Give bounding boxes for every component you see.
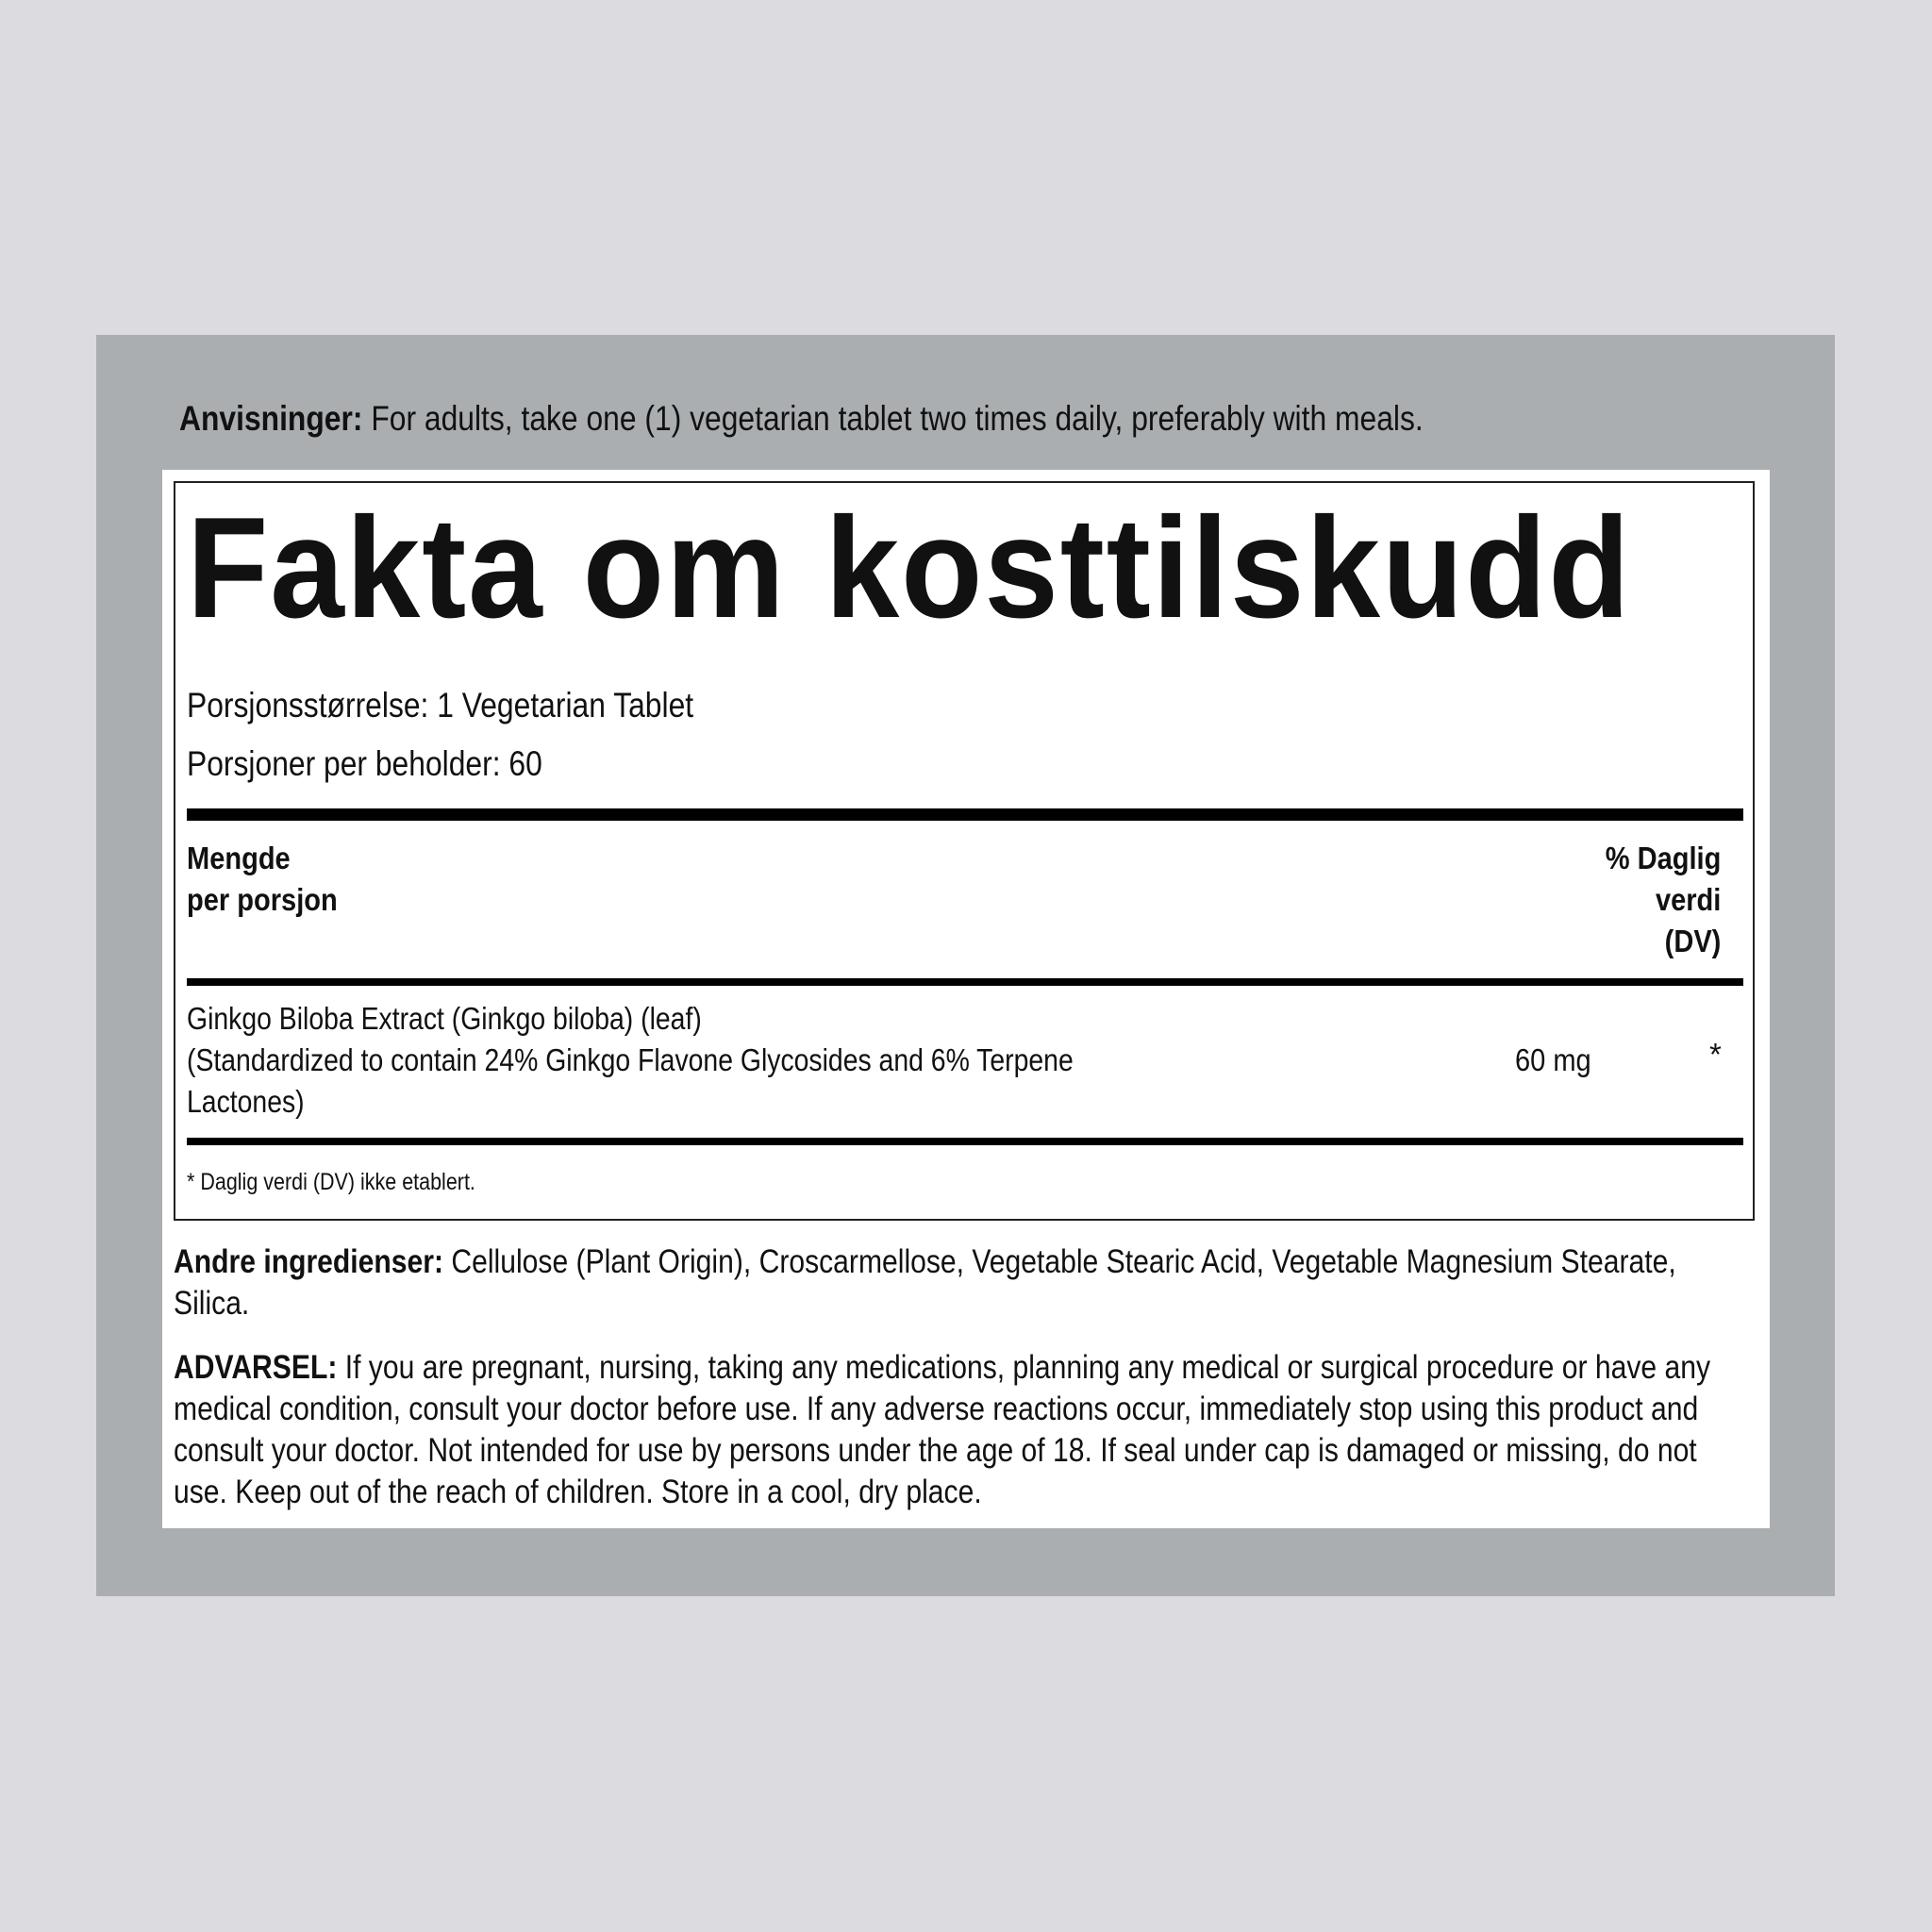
other-ingredients (174, 1241, 1740, 1324)
facts-title: Fakta om kosttilskudd (187, 488, 1632, 648)
header-right-line3: (DV) (1664, 924, 1721, 958)
header-divider (187, 978, 1743, 986)
directions-body: For adults, take one (1) vegetarian tablet two times daily, preferably with meals. (362, 399, 1424, 438)
warning-body: If you are pregnant, nursing, taking any medications, planning any medical or surgical procedure or have any medical condition, consult your doctor before use. If any adverse reactions occur, immediately stop using this product and consult your doctor. Not intended for use by persons under the age of 18. If seal under cap is damaged or missing, do not use. Keep out of the reach of children. Store in a cool, dry place. (174, 1349, 1711, 1510)
supplement-facts-box (174, 481, 1755, 1221)
ingredient-line3: Lactones) (187, 1084, 305, 1119)
ingredient-line2: (Standardized to contain 24% Ginkgo Flavone Glycosides and 6% Terpene (187, 1042, 1074, 1077)
directions-text (179, 397, 1558, 441)
dv-footnote: * Daglig verdi (DV) ikke etablert. (187, 1169, 475, 1195)
servings-per-container: Porsjoner per beholder: 60 (187, 744, 542, 783)
daily-value-header (1605, 838, 1721, 962)
ingredient-name (187, 998, 1079, 1123)
ingredient-amount: 60 mg (1515, 1042, 1591, 1077)
thick-divider (187, 808, 1743, 821)
label-card (162, 470, 1770, 1528)
warning-text (174, 1347, 1740, 1513)
header-left-line1: Mengde (187, 841, 291, 875)
amount-per-serving-header (187, 838, 338, 921)
ingredient-divider (187, 1138, 1743, 1145)
header-left-line2: per porsjon (187, 882, 338, 917)
directions-label: Anvisninger: (179, 399, 363, 438)
other-ingredients-body: Cellulose (Plant Origin), Croscarmellose, Vegetable Stearic Acid, Vegetable Magnesium Stearate, Silica. (174, 1243, 1676, 1322)
other-ingredients-label: Andre ingredienser: (174, 1243, 444, 1280)
header-right-line2: verdi (1655, 882, 1721, 917)
ingredient-dv: * (1709, 1037, 1722, 1072)
label-panel (96, 335, 1835, 1596)
serving-size: Porsjonsstørrelse: 1 Vegetarian Tablet (187, 686, 694, 724)
ingredient-line1: Ginkgo Biloba Extract (Ginkgo biloba) (leaf) (187, 1001, 702, 1036)
header-right-line1: % Daglig (1605, 841, 1721, 875)
warning-label: ADVARSEL: (174, 1349, 338, 1386)
